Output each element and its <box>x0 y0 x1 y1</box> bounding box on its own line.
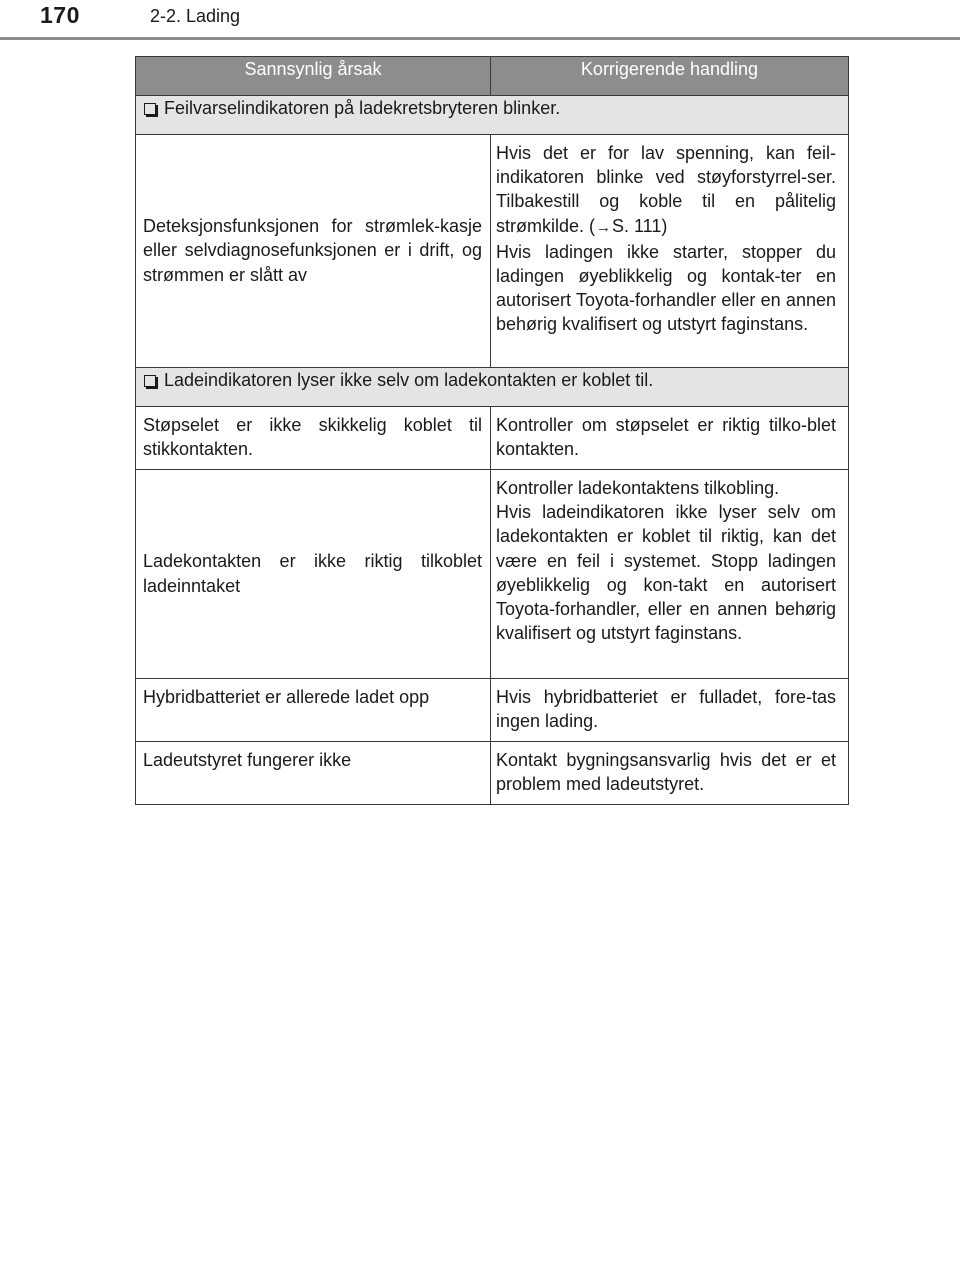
header-divider <box>0 37 960 40</box>
table-header-row <box>136 57 849 96</box>
column-header-action: Korrigerende handling <box>491 57 849 96</box>
table-row <box>136 135 849 368</box>
cause-text: Støpselet er ikke skikkelig koblet til stikkontakten. <box>143 415 482 460</box>
page-number: 170 <box>40 2 80 28</box>
group-header <box>136 368 849 407</box>
action-text: ) <box>661 215 668 236</box>
action-cell <box>491 742 849 805</box>
table-row <box>136 470 849 679</box>
group-header <box>136 96 849 135</box>
group-header-row <box>136 96 849 135</box>
cause-text: Hybridbatteriet er allerede ladet opp <box>143 687 430 707</box>
action-cell <box>491 470 849 679</box>
action-text: Hvis hybridbatteriet er fulladet, fore-tas ingen lading. <box>496 687 836 732</box>
page-reference-link[interactable]: S. 111 <box>612 215 662 236</box>
table-row <box>136 407 849 470</box>
cause-text: Deteksjonsfunksjonen for strømlek-kasje eller selvdiagnosefunksjonen er i drift, og strømmen er slått av <box>143 216 482 285</box>
cause-cell <box>136 470 491 679</box>
action-text: Kontroller om støpselet er riktig tilko-blet kontakten. <box>496 415 836 460</box>
cause-cell <box>136 135 491 368</box>
action-cell <box>491 407 849 470</box>
action-text: Hvis det er for lav spenning, kan feil-indikatoren blinke ved støyforstyrrel-ser. Tilbakestill og koble til en pålitelig strømkilde. ( <box>496 143 836 236</box>
table-row <box>136 742 849 805</box>
cause-text: Ladeutstyret fungerer ikke <box>143 750 352 770</box>
group-title: Ladeindikatoren lyser ikke selv om ladekontakten er koblet til. <box>164 370 654 390</box>
group-title: Feilvarselindikatoren på ladekretsbryteren blinker. <box>164 98 561 118</box>
action-text: Hvis ladeindikatoren ikke lyser selv om ladekontakten er koblet til riktig, kan det være en feil i systemet. Stopp ladingen øyeblikkelig og kon-takt en autorisert Toyota-forhandler, eller en annen behørig kvalifisert og utstyrt faginstans. <box>496 502 836 644</box>
checkbox-bullet-icon <box>144 103 156 115</box>
cause-cell <box>136 679 491 742</box>
action-cell <box>491 135 849 368</box>
arrow-right-icon: → <box>596 218 611 236</box>
action-cell <box>491 679 849 742</box>
cause-cell <box>136 742 491 805</box>
table-row <box>136 679 849 742</box>
section-title: 2-2. Lading <box>150 6 241 26</box>
troubleshooting-table <box>135 56 849 805</box>
checkbox-bullet-icon <box>144 375 156 387</box>
cause-cell <box>136 407 491 470</box>
action-text: Kontroller ladekontaktens tilkobling. <box>496 478 780 498</box>
group-header-row <box>136 368 849 407</box>
column-header-cause: Sannsynlig årsak <box>136 57 491 96</box>
page-header <box>0 0 960 44</box>
action-text: Hvis ladingen ikke starter, stopper du ladingen øyeblikkelig og kontak-ter en autorisert Toyota-forhandler eller en annen behørig kvalifisert og utstyrt faginstans. <box>496 241 836 335</box>
action-text: Kontakt bygningsansvarlig hvis det er et problem med ladeutstyret. <box>496 750 836 795</box>
cause-text: Ladekontakten er ikke riktig tilkoblet ladeinntaket <box>143 551 482 596</box>
